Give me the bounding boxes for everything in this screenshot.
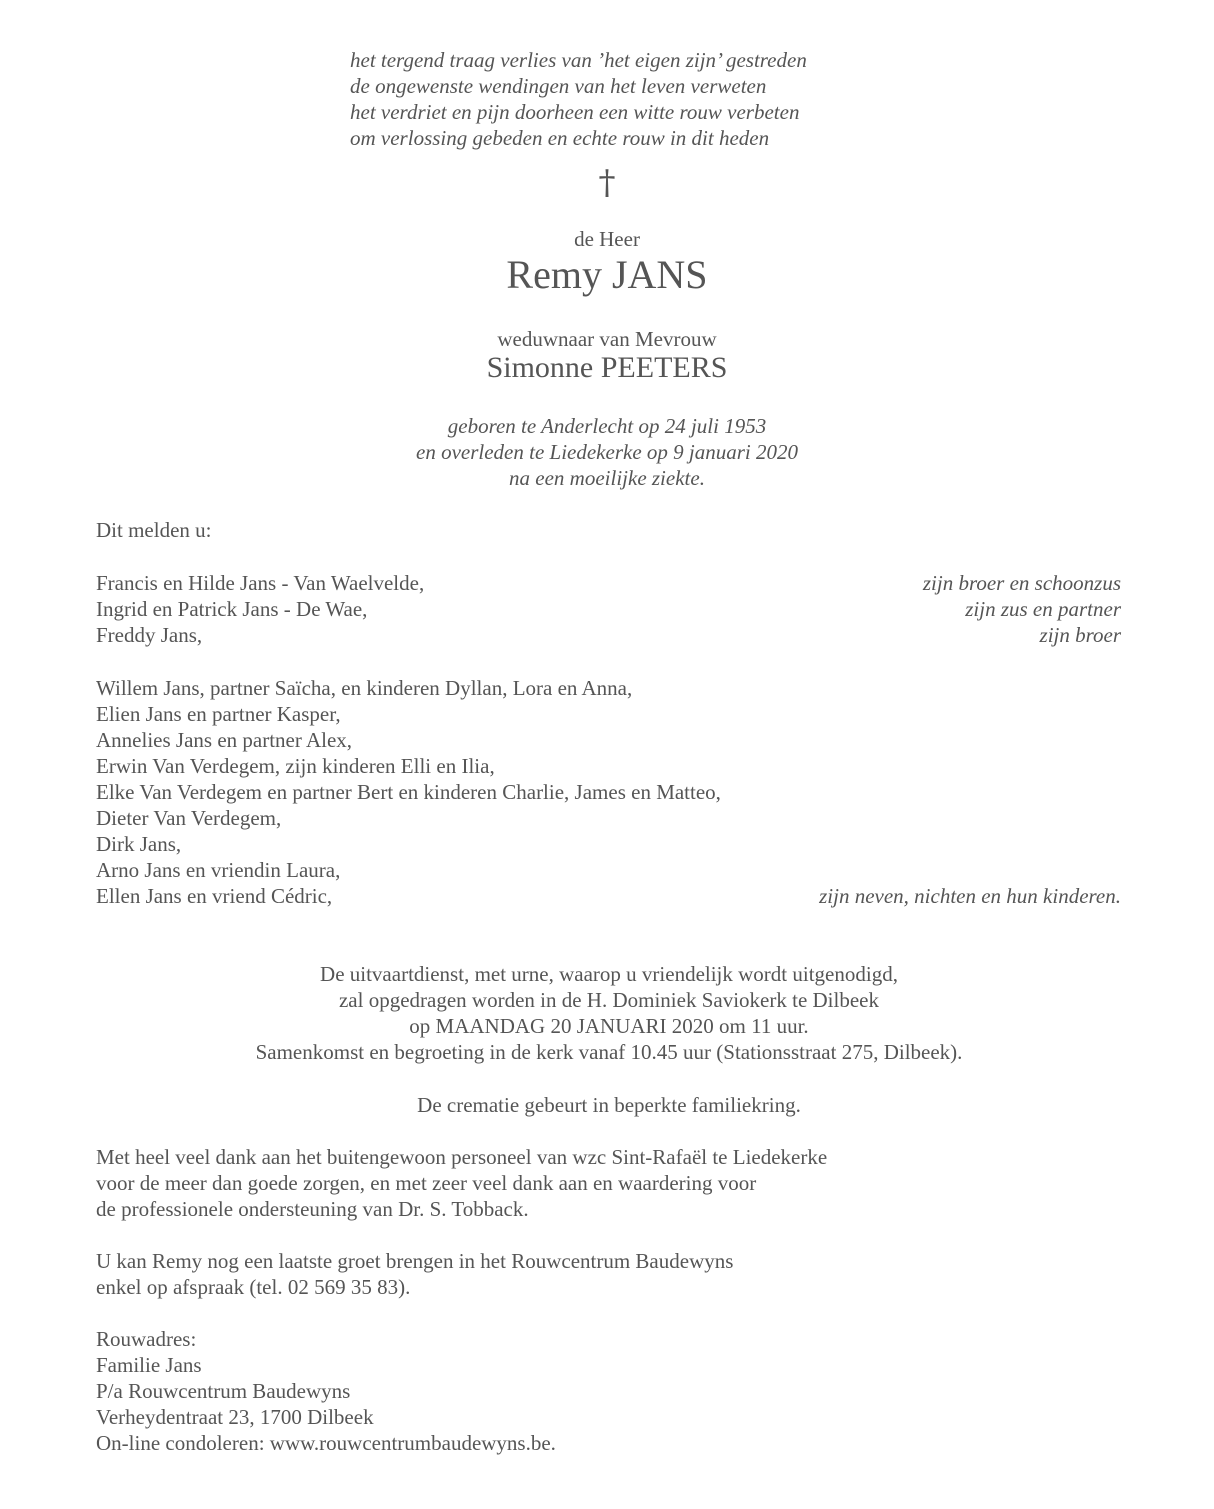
condolence-line: On-line condoleren: www.rouwcentrumbaudewyns.be. bbox=[96, 1431, 556, 1455]
address-line: Familie Jans bbox=[96, 1353, 202, 1377]
birth-death-info bbox=[0, 413, 1214, 491]
family-row bbox=[96, 701, 1121, 727]
thanks-line: de professionele ondersteuning van Dr. S. Tobback. bbox=[96, 1197, 529, 1221]
family-names: Dirk Jans, bbox=[96, 832, 182, 856]
widow-label: weduwnaar van Mevrouw bbox=[497, 327, 717, 351]
visit-line: enkel op afspraak (tel. 02 569 35 83). bbox=[96, 1275, 411, 1299]
family-names: Freddy Jans, bbox=[96, 623, 203, 647]
poem-line: het verdriet en pijn doorheen een witte rouw verbeten bbox=[350, 100, 800, 124]
funeral-service-info bbox=[0, 961, 1214, 1065]
family-names: Arno Jans en vriendin Laura, bbox=[96, 858, 341, 882]
service-line: Samenkomst en begroeting in de kerk vanaf 10.45 uur (Stationsstraat 275, Dilbeek). bbox=[255, 1040, 963, 1064]
poem bbox=[350, 47, 807, 151]
service-line: zal opgedragen worden in de H. Dominiek Saviokerk te Dilbeek bbox=[338, 988, 879, 1012]
family-names: Ellen Jans en vriend Cédric, bbox=[96, 884, 333, 908]
family-row bbox=[96, 805, 1121, 831]
family-names: Elke Van Verdegem en partner Bert en kinderen Charlie, James en Matteo, bbox=[96, 780, 721, 804]
family-row bbox=[96, 831, 1121, 857]
cross-icon: † bbox=[598, 163, 616, 203]
visit-paragraph bbox=[96, 1248, 733, 1300]
poem-line: de ongewenste wendingen van het leven verweten bbox=[350, 74, 767, 98]
poem-line: het tergend traag verlies van ’het eigen zijn’ gestreden bbox=[350, 48, 807, 72]
visit-line: U kan Remy nog een laatste groet brengen in het Rouwcentrum Baudewyns bbox=[96, 1249, 734, 1273]
family-row bbox=[96, 570, 1121, 596]
family-row bbox=[96, 675, 1121, 701]
service-line: De uitvaartdienst, met urne, waarop u vriendelijk wordt uitgenodigd, bbox=[320, 962, 898, 986]
family-relation: zijn zus en partner bbox=[965, 597, 1121, 621]
family-names: Erwin Van Verdegem, zijn kinderen Elli en Ilia, bbox=[96, 754, 495, 778]
address-line: P/a Rouwcentrum Baudewyns bbox=[96, 1379, 351, 1403]
family-names: Francis en Hilde Jans - Van Waelvelde, bbox=[96, 571, 425, 595]
address-line: Verheydentraat 23, 1700 Dilbeek bbox=[96, 1405, 374, 1429]
family-row bbox=[96, 779, 1121, 805]
address-heading: Rouwadres: bbox=[96, 1327, 197, 1351]
family-row bbox=[96, 596, 1121, 622]
poem-line: om verlossing gebeden en echte rouw in dit heden bbox=[350, 126, 770, 150]
family-names: Dieter Van Verdegem, bbox=[96, 806, 282, 830]
service-line: op MAANDAG 20 JANUARI 2020 om 11 uur. bbox=[409, 1014, 809, 1038]
family-relation: zijn broer bbox=[1039, 623, 1121, 647]
death-line: en overleden te Liedekerke op 9 januari 2020 bbox=[416, 440, 798, 464]
cremation-note: De crematie gebeurt in beperkte familiekring. bbox=[417, 1093, 801, 1117]
family-relation: zijn broer en schoonzus bbox=[922, 571, 1121, 595]
birth-line: geboren te Anderlecht op 24 juli 1953 bbox=[447, 414, 767, 438]
cause-line: na een moeilijke ziekte. bbox=[509, 466, 705, 490]
widow-name: Simonne PEETERS bbox=[486, 351, 728, 384]
family-names: Willem Jans, partner Saïcha, en kinderen Dyllan, Lora en Anna, bbox=[96, 676, 633, 700]
family-names: Elien Jans en partner Kasper, bbox=[96, 702, 341, 726]
close-family-list bbox=[96, 570, 1121, 648]
family-names: Annelies Jans en partner Alex, bbox=[96, 728, 353, 752]
mourning-address bbox=[96, 1326, 556, 1456]
announcement-intro: Dit melden u: bbox=[96, 518, 212, 542]
extended-family-list bbox=[96, 675, 1121, 909]
deceased-name: Remy JANS bbox=[506, 252, 708, 297]
family-names: Ingrid en Patrick Jans - De Wae, bbox=[96, 597, 368, 621]
family-row bbox=[96, 727, 1121, 753]
family-row bbox=[96, 883, 1121, 909]
thanks-line: Met heel veel dank aan het buitengewoon personeel van wzc Sint-Rafaël te Liedekerke bbox=[96, 1145, 828, 1169]
thanks-line: voor de meer dan goede zorgen, en met zeer veel dank aan en waardering voor bbox=[96, 1171, 757, 1195]
deceased-title: de Heer bbox=[574, 227, 640, 251]
family-relation: zijn neven, nichten en hun kinderen. bbox=[819, 884, 1121, 908]
family-row bbox=[96, 857, 1121, 883]
family-row bbox=[96, 753, 1121, 779]
thanks-paragraph bbox=[96, 1144, 827, 1222]
family-row bbox=[96, 622, 1121, 648]
